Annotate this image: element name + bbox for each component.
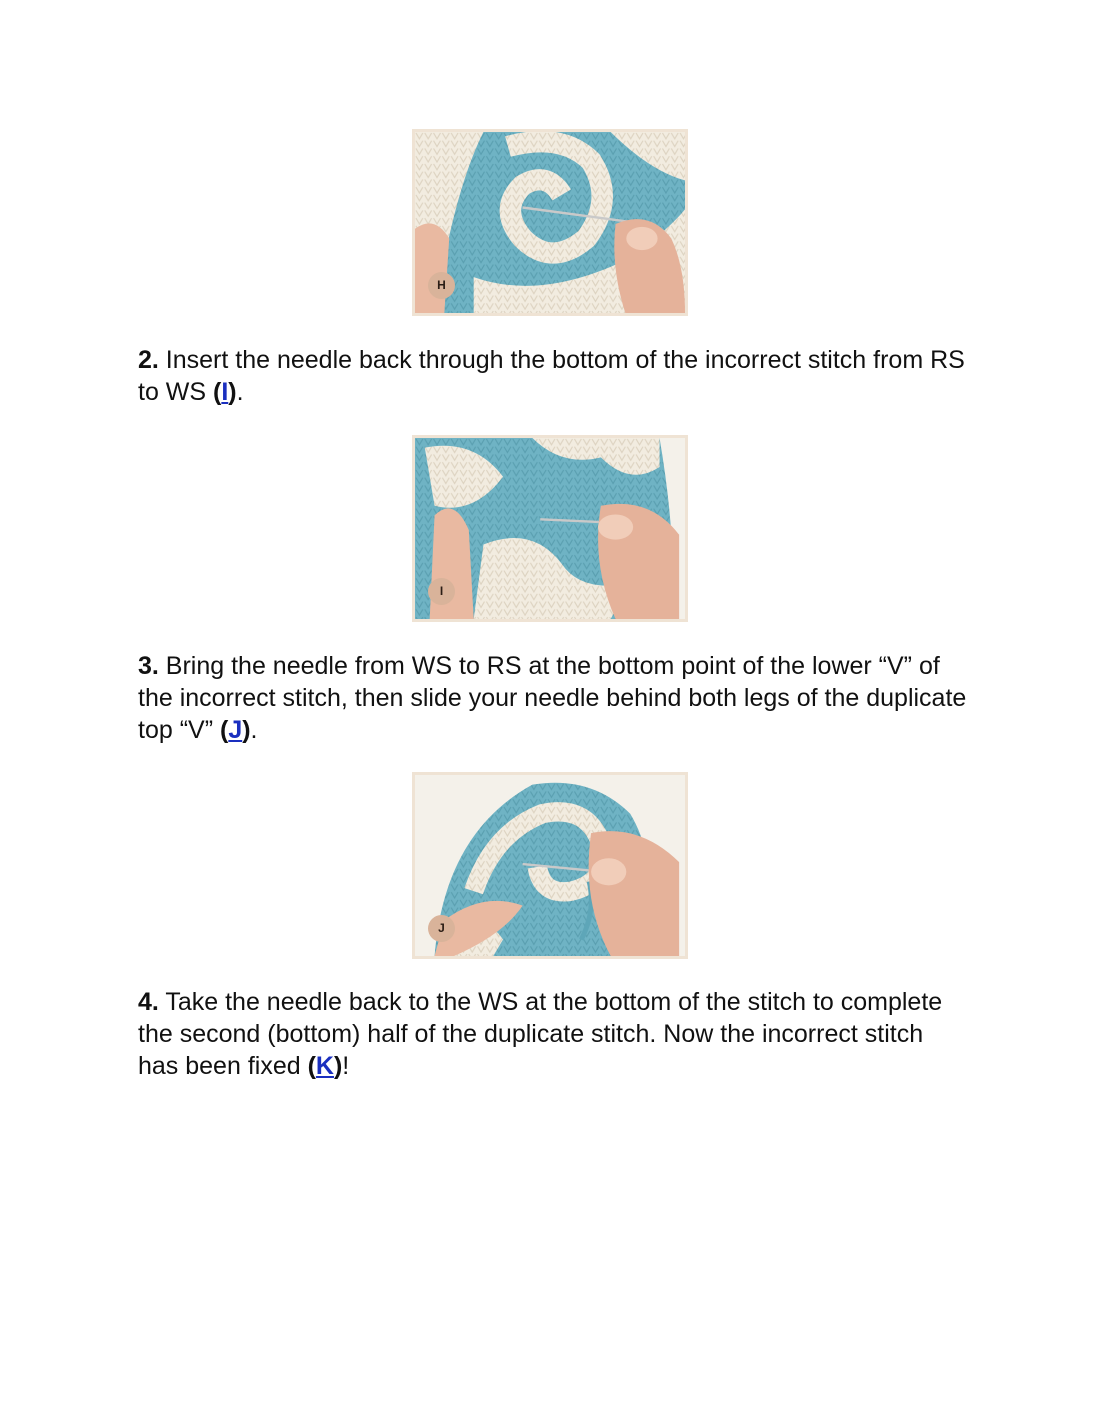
step-4-ref: (K) — [307, 1052, 343, 1080]
knitting-photo-j — [415, 775, 685, 956]
figure-badge-i: I — [428, 578, 455, 605]
step-2-number: 2. — [138, 346, 159, 374]
step-4-body: Take the needle back to the WS at the bottom of the stitch to complete the second (bottom) half of the duplicate stitch. Now the incorrect stitch has been fixed — [138, 988, 943, 1080]
figure-link-j[interactable]: J — [228, 716, 243, 744]
figure-badge-j: J — [428, 915, 455, 942]
step-3-body: Bring the needle from WS to RS at the bottom point of the lower “V” of the incorrect stitch, then slide your needle behind both legs of the duplicate top “V” — [138, 652, 967, 744]
figure-link-k[interactable]: K — [315, 1052, 334, 1080]
step-2-text: 2. Insert the needle back through the bottom of the incorrect stitch from RS to WS (I). — [138, 346, 965, 406]
knitting-photo-i — [415, 438, 685, 619]
photo-h — [412, 129, 688, 316]
photo-j — [412, 772, 688, 959]
photo-i — [412, 435, 688, 622]
figure-badge-h: H — [428, 272, 455, 299]
knitting-photo-h — [415, 132, 685, 313]
step-4-number: 4. — [138, 988, 159, 1016]
step-3-text: 3. Bring the needle from WS to RS at the bottom point of the lower “V” of the incorrect stitch, then slide your needle behind both legs of the duplicate top “V” (J). — [138, 652, 967, 744]
figure-link-i[interactable]: I — [221, 378, 229, 406]
step-3-number: 3. — [138, 652, 159, 680]
step-2-body: Insert the needle back through the bottom of the incorrect stitch from RS to WS — [138, 346, 965, 406]
step-3-ref: (J) — [219, 716, 251, 744]
step-4-text: 4. Take the needle back to the WS at the bottom of the stitch to complete the second (bottom) half of the duplicate stitch. Now the incorrect stitch has been fixed (K)! — [138, 988, 943, 1080]
step-2-ref: (I) — [213, 378, 237, 406]
